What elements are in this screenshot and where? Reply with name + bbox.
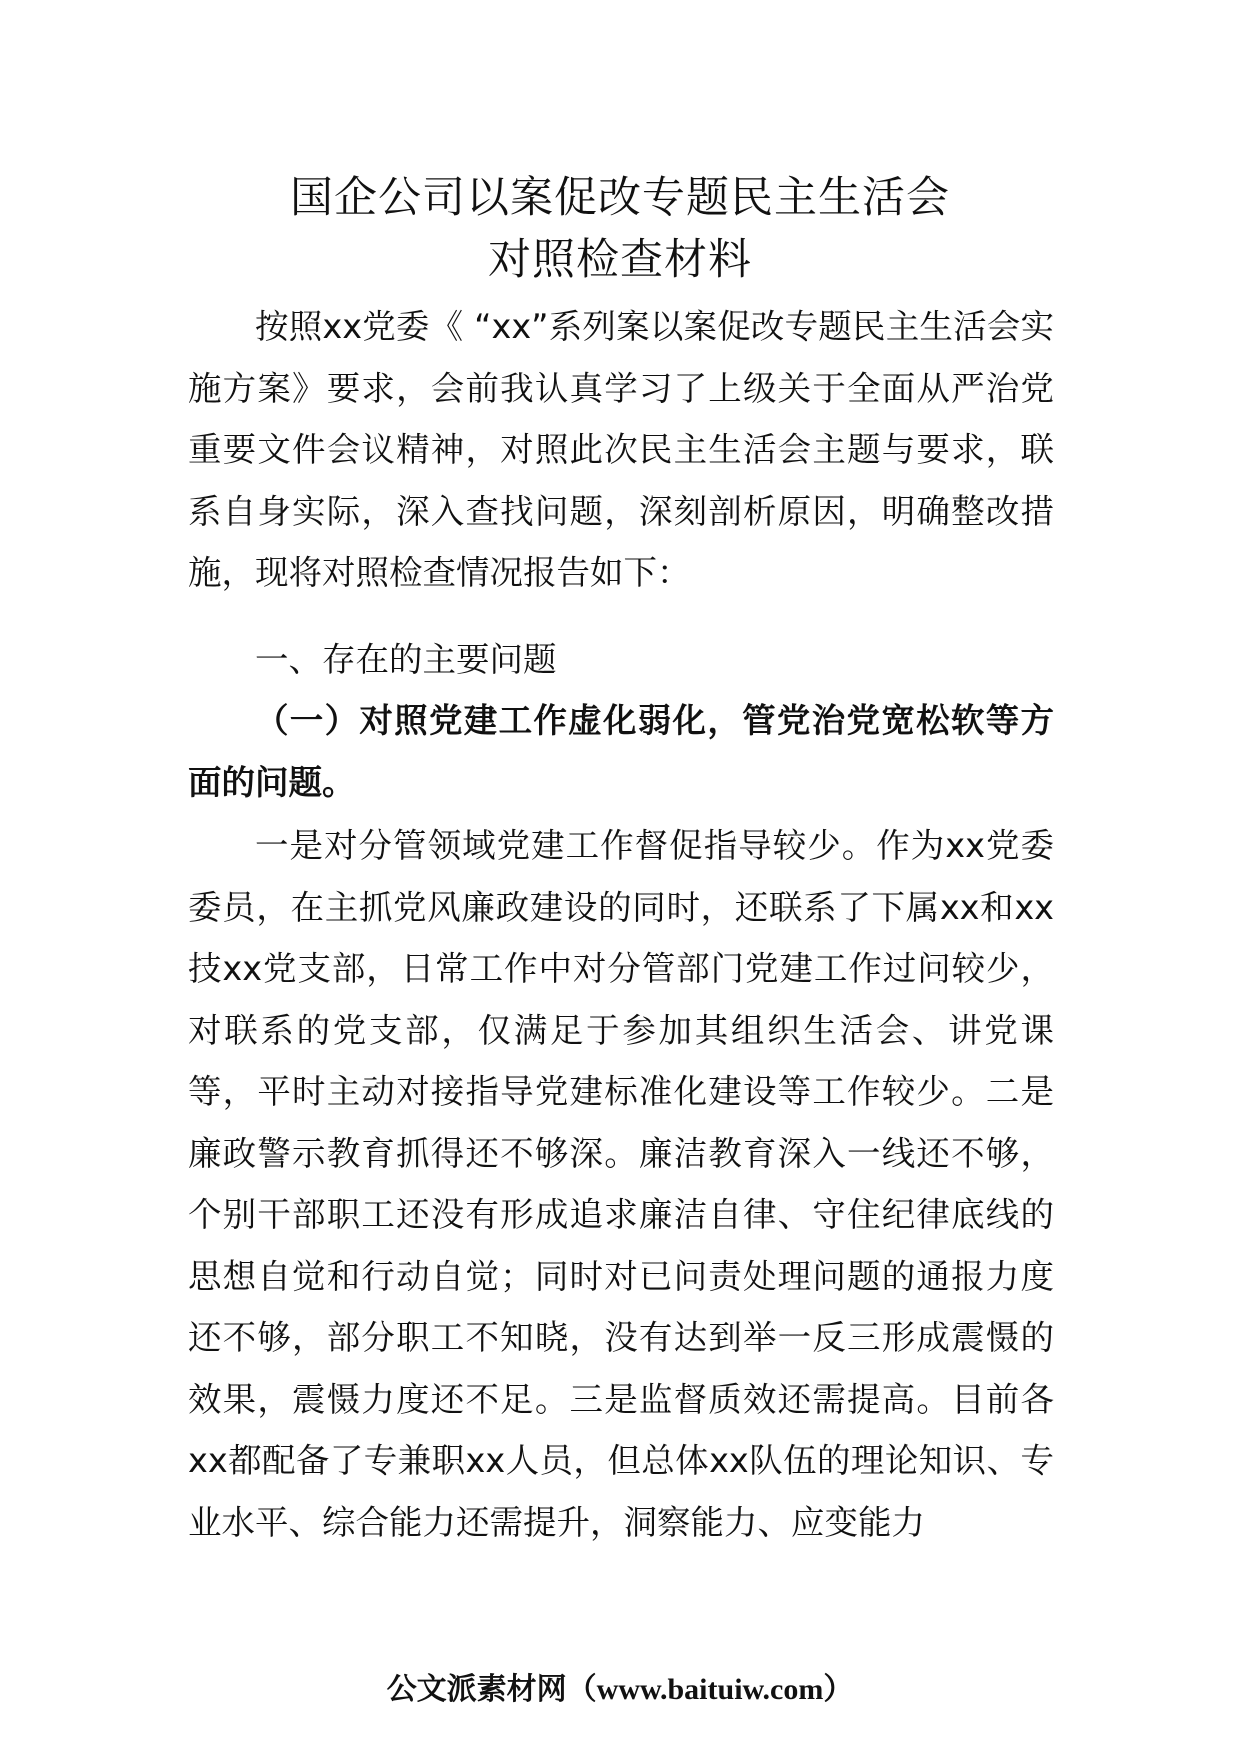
footer-watermark: 公文派素材网（www.baituiw.com） bbox=[386, 1673, 854, 1706]
document-title-line2: 对照检查材料 bbox=[488, 235, 752, 285]
section-heading: 一、存在的主要问题 bbox=[255, 640, 557, 679]
intro-paragraph: 按照xx党委《 “xx”系列案以案促改专题民主生活会实施方案》要求，会前我认真学习了上级关于全面从严治党重要文件会议精神，对照此次民主生活会主题与要求，联系自身实际，深入查找问题，深刻剖析原因，明确整改措施，现将对照检查情况报告如下： bbox=[188, 307, 1054, 592]
subsection-heading: （一）对照党建工作虚化弱化，管党治党宽松软等方面的问题。 bbox=[188, 701, 1054, 802]
body-paragraph: 一是对分管领域党建工作督促指导较少。作为xx党委委员，在主抓党风廉政建设的同时，还联系了下属xx和xx技xx党支部，日常工作中对分管部门党建工作过问较少，对联系的党支部，仅满足于参加其组织生活会、讲党课等，平时主动对接指导党建标准化建设等工作较少。二是廉政警示教育抓得还不够深。廉洁教育深入一线还不够，个别干部职工还没有形成追求廉洁自律、守住纪律底线的思想自觉和行动自觉；同时对已问责处理问题的通报力度还不够，部分职工不知晓，没有达到举一反三形成震慑的效果，震慑力度还不足。三是监督质效还需提高。目前各xx都配备了专兼职xx人员，但总体xx队伍的理论知识、专业水平、综合能力还需提升，洞察能力、应变能力 bbox=[188, 826, 1054, 1542]
document-title-line1: 国企公司以案促改专题民主生活会 bbox=[290, 173, 950, 223]
